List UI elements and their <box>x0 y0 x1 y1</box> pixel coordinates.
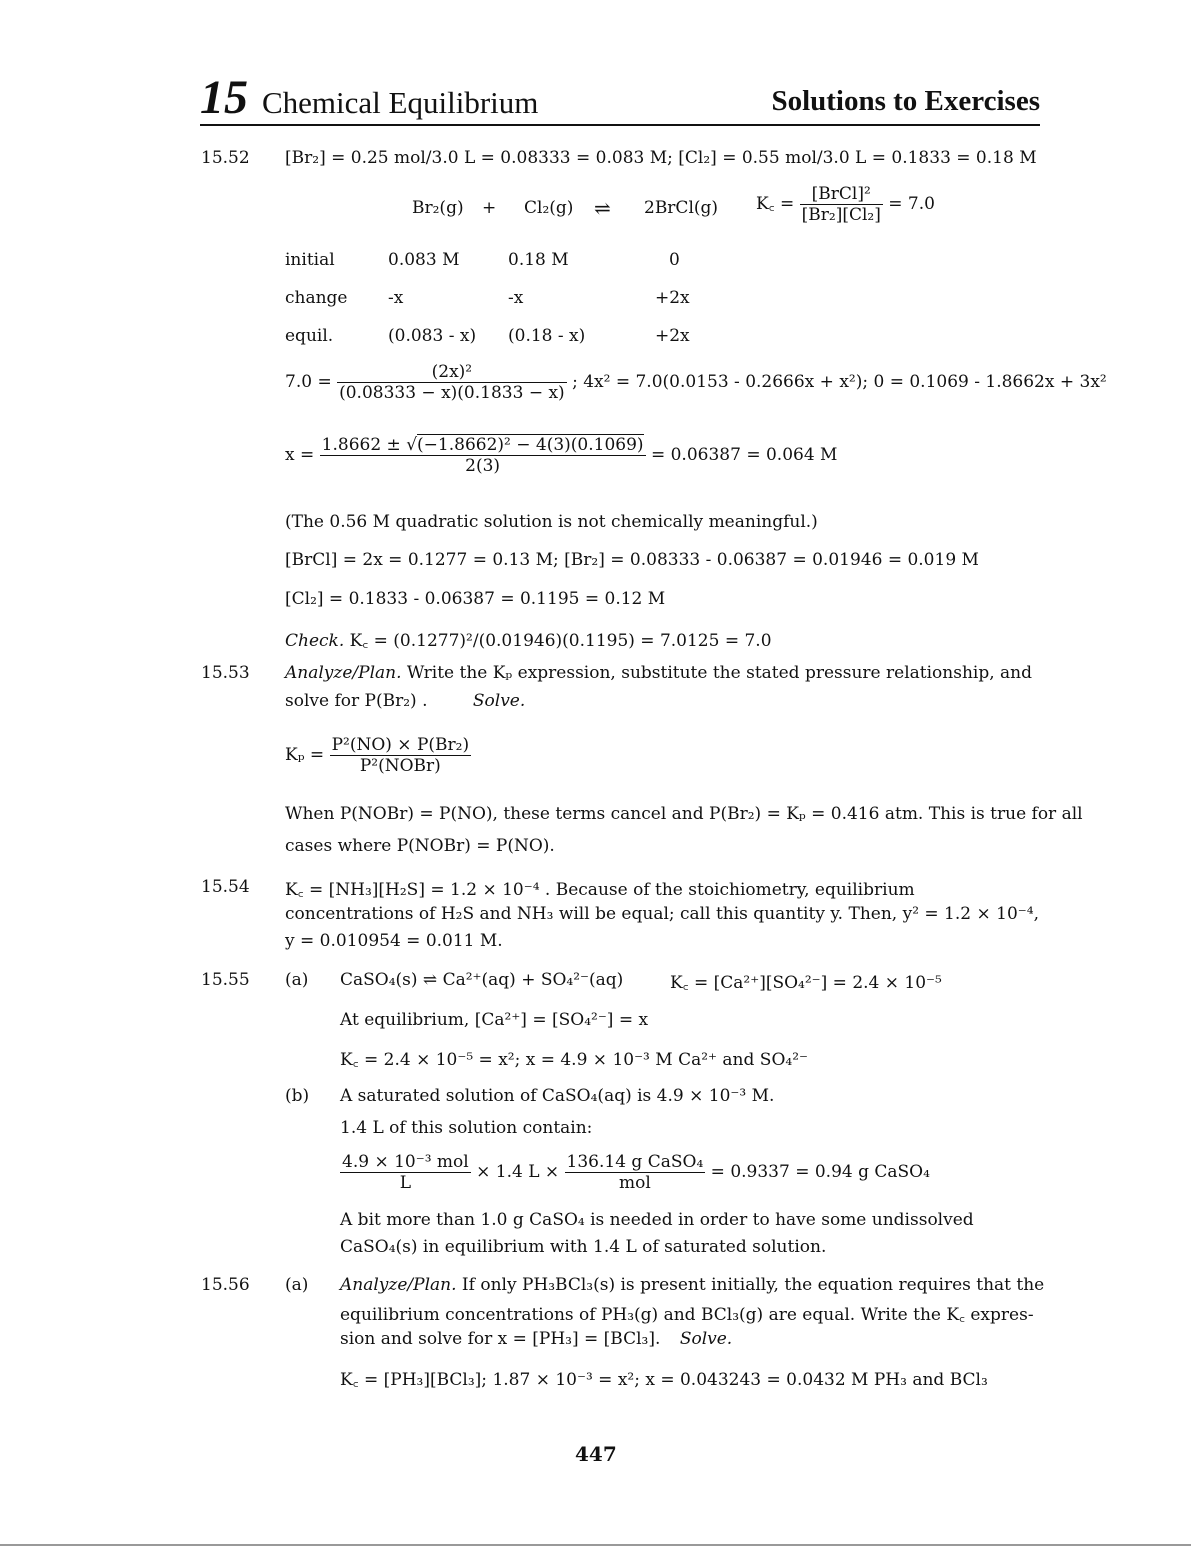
mass-calculation: $\frac{\text{4.9 × 10⁻³ mol}}{L}$ × 1.4 L × $\frac{\text{136.14 g CaSO₄}}{\text{mol}}$ = 0.9337 = 0.94 g CaSO₄ <box>342 1152 930 1193</box>
ice-row-initial-label: initial <box>285 250 335 270</box>
scan-edge-line <box>0 1544 1191 1546</box>
check-line: Check. K꜀ = (0.1277)²/(0.01946)(0.1195) = 7.0125 = 7.0 <box>285 631 772 651</box>
ex55-a-line3: K꜀ = 2.4 × 10⁻⁵ = x²; x = 4.9 × 10⁻³ M Ca²⁺ and SO₄²⁻ <box>340 1050 808 1070</box>
ice-cell: -x <box>388 288 404 308</box>
exercise-number: 15.53 <box>201 663 250 683</box>
ex54-line1: K꜀ = [NH₃][H₂S] = 1.2 × 10⁻⁴ . Because of the stoichiometry, equilibrium <box>285 880 915 900</box>
ex56-line1: Analyze/Plan. If only PH₃BCl₃(s) is present initially, the equation requires that the <box>340 1275 1045 1295</box>
equilibrium-equation: 7.0 = $\frac{\text{(2x)²}}{(0.08333 - x)(0.1833 - x)}$ ; 4x² = 7.0(0.0153 - 0.2666x + x²); 0 = 0.1069 - 1.8662x + 3x² <box>285 362 1107 403</box>
section-title: Solutions to Exercises <box>771 85 1040 117</box>
part-label-a: (a) <box>285 970 309 990</box>
chapter-title: Chemical Equilibrium <box>262 85 539 120</box>
quadratic-solution: x = $\frac{\text{1.8662 ± √(−1.8662)² − 4(3)(0.1069)}}{2(3)}$ = 0.06387 = 0.064 M <box>285 435 838 476</box>
ice-cell: 0.18 M <box>508 250 569 270</box>
ex55-a-line2: At equilibrium, [Ca²⁺] = [SO₄²⁻] = x <box>340 1010 649 1030</box>
ice-cell: 0 <box>669 250 680 270</box>
caso4-reaction: CaSO₄(s) ⇌ Ca²⁺(aq) + SO₄²⁻(aq) <box>340 970 624 990</box>
page-header <box>200 70 1040 126</box>
ex53-line2: solve for P(Br₂) . Solve. <box>285 691 526 711</box>
page-number: 447 <box>575 1442 617 1466</box>
cl2-result: [Cl₂] = 0.1833 - 0.06387 = 0.1195 = 0.12 M <box>285 589 666 609</box>
ice-cell: -x <box>508 288 524 308</box>
ex55-b-line4: A bit more than 1.0 g CaSO₄ is needed in order to have some undissolved <box>340 1210 974 1230</box>
ex55-b-line1: A saturated solution of CaSO₄(aq) is 4.9 × 10⁻³ M. <box>340 1086 775 1106</box>
ex54-line2: concentrations of H₂S and NH₃ will be equal; call this quantity y. Then, y² = 1.2 × 10⁻⁴, <box>285 904 1039 924</box>
ice-cell: +2x <box>655 288 690 308</box>
reactant-br2: Br₂(g) <box>412 198 464 218</box>
quadratic-note: (The 0.56 M quadratic solution is not chemically meaningful.) <box>285 512 818 532</box>
exercise-number: 15.56 <box>201 1275 250 1295</box>
concentration-line: [Br₂] = 0.25 mol/3.0 L = 0.08333 = 0.083 M; [Cl₂] = 0.55 mol/3.0 L = 0.1833 = 0.18 M <box>285 148 1037 168</box>
ice-cell: (0.083 - x) <box>388 326 477 346</box>
chapter-number: 15 <box>200 71 248 124</box>
part-label-a: (a) <box>285 1275 309 1295</box>
ex56-line4: K꜀ = [PH₃][BCl₃]; 1.87 × 10⁻³ = x²; x = 0.043243 = 0.0432 M PH₃ and BCl₃ <box>340 1370 988 1390</box>
reactant-cl2: Cl₂(g) <box>524 198 574 218</box>
ex55-b-line5: CaSO₄(s) in equilibrium with 1.4 L of saturated solution. <box>340 1237 827 1257</box>
ice-cell: (0.18 - x) <box>508 326 586 346</box>
ex56-line3: sion and solve for x = [PH₃] = [BCl₃]. Solve. <box>340 1329 733 1349</box>
ex55-b-line2: 1.4 L of this solution contain: <box>340 1118 593 1138</box>
equilibrium-arrow: ⇌ <box>594 196 611 220</box>
exercise-number: 15.55 <box>201 970 250 990</box>
exercise-number: 15.52 <box>201 148 250 168</box>
ice-cell: +2x <box>655 326 690 346</box>
ice-row-equil-label: equil. <box>285 326 334 346</box>
ice-cell: 0.083 M <box>388 250 460 270</box>
ex53-line1: Analyze/Plan. Write the Kₚ expression, substitute the stated pressure relationship, and <box>285 663 1033 683</box>
ex54-line3: y = 0.010954 = 0.011 M. <box>285 931 503 951</box>
ex56-line2: equilibrium concentrations of PH₃(g) and BCl₃(g) are equal. Write the K꜀ expres- <box>340 1305 1034 1325</box>
caso4-kc: K꜀ = [Ca²⁺][SO₄²⁻] = 2.4 × 10⁻⁵ <box>670 973 942 993</box>
product-brcl: 2BrCl(g) <box>644 198 719 218</box>
ice-row-change-label: change <box>285 288 348 308</box>
ex53-text1: When P(NOBr) = P(NO), these terms cancel and P(Br₂) = Kₚ = 0.416 atm. This is true for all <box>285 804 1083 824</box>
kp-expression: Kₚ = $\frac{\text{P²(NO) × P(Br₂)}}{\text{P²(NOBr)}}$ <box>285 735 470 776</box>
part-label-b: (b) <box>285 1086 310 1106</box>
plus-sign: + <box>482 198 497 218</box>
ex53-text2: cases where P(NOBr) = P(NO). <box>285 836 555 856</box>
kc-expression: K꜀ = $\frac{\text{[BrCl]²}}{\text{[Br₂][Cl₂]}}$ = 7.0 <box>756 184 935 225</box>
exercise-number: 15.54 <box>201 877 250 897</box>
brcl-br2-result: [BrCl] = 2x = 0.1277 = 0.13 M; [Br₂] = 0.08333 - 0.06387 = 0.01946 = 0.019 M <box>285 550 979 570</box>
